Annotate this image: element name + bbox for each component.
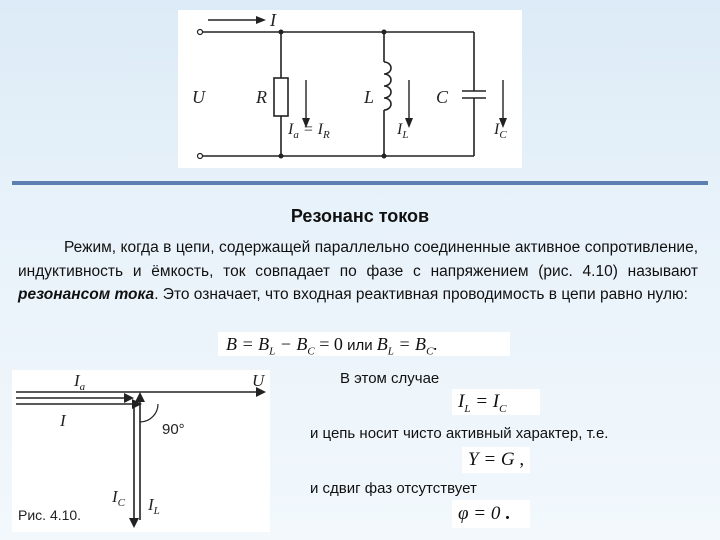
paragraph-text: Режим, когда в цепи, содержащей параллельно соединенные активное сопротивление, индуктивность и ёмкость, ток совпадает по фазе с напряжением (рис. 4.10) называют xyxy=(18,239,698,280)
vector-svg xyxy=(12,370,270,532)
page-title: Резонанс токов xyxy=(290,206,430,226)
junction xyxy=(279,30,284,35)
label-i: I xyxy=(60,411,66,430)
angle-label: 90° xyxy=(162,421,185,438)
label-ic: $I_C$ xyxy=(112,487,126,509)
label-l: L xyxy=(364,87,375,107)
label-c: C xyxy=(436,87,449,107)
label-il: $I_L$ xyxy=(397,121,409,141)
label-ia-ir: $I_a = I_R$ xyxy=(288,121,330,141)
angle-arc xyxy=(140,404,158,422)
label-current: I xyxy=(270,10,276,30)
junction xyxy=(279,154,284,159)
terminal-top xyxy=(198,30,203,35)
label-voltage: U xyxy=(192,87,205,107)
junction xyxy=(382,30,387,35)
line-active: и цепь носит чисто активный характер, т.е. xyxy=(310,425,609,442)
formula-main: $B = B_L - B_C = 0$ или $B_L = B_C$. xyxy=(218,332,510,356)
label-r: R xyxy=(256,87,267,107)
label-u: U xyxy=(252,371,265,390)
case-text: В этом случае xyxy=(340,370,440,387)
paragraph-emphasis: резонансом тока xyxy=(18,286,155,303)
resistor xyxy=(274,78,288,116)
label-il: $I_L$ xyxy=(148,495,160,517)
line-phase: и сдвиг фаз отсутствует xyxy=(310,480,477,497)
formula-phi: φ = 0 . xyxy=(452,500,530,528)
formula-yg: Y = G , xyxy=(462,447,530,473)
junction xyxy=(382,154,387,159)
paragraph-text-end: . Это означает, что входная реактивная проводимость в цепи равно нулю: xyxy=(154,286,688,303)
terminal-bottom xyxy=(198,154,203,159)
circuit-svg xyxy=(178,10,522,168)
body-paragraph xyxy=(18,236,698,307)
divider xyxy=(12,181,708,185)
vector-diagram xyxy=(12,370,270,532)
inductor xyxy=(384,62,391,110)
label-ic: $I_C$ xyxy=(494,121,507,141)
figure-caption: Рис. 4.10. xyxy=(18,507,82,523)
label-ia: $I_a$ xyxy=(74,371,86,393)
circuit-diagram xyxy=(178,10,522,168)
formula-il-ic: $I_L = I_C$ xyxy=(452,389,540,415)
